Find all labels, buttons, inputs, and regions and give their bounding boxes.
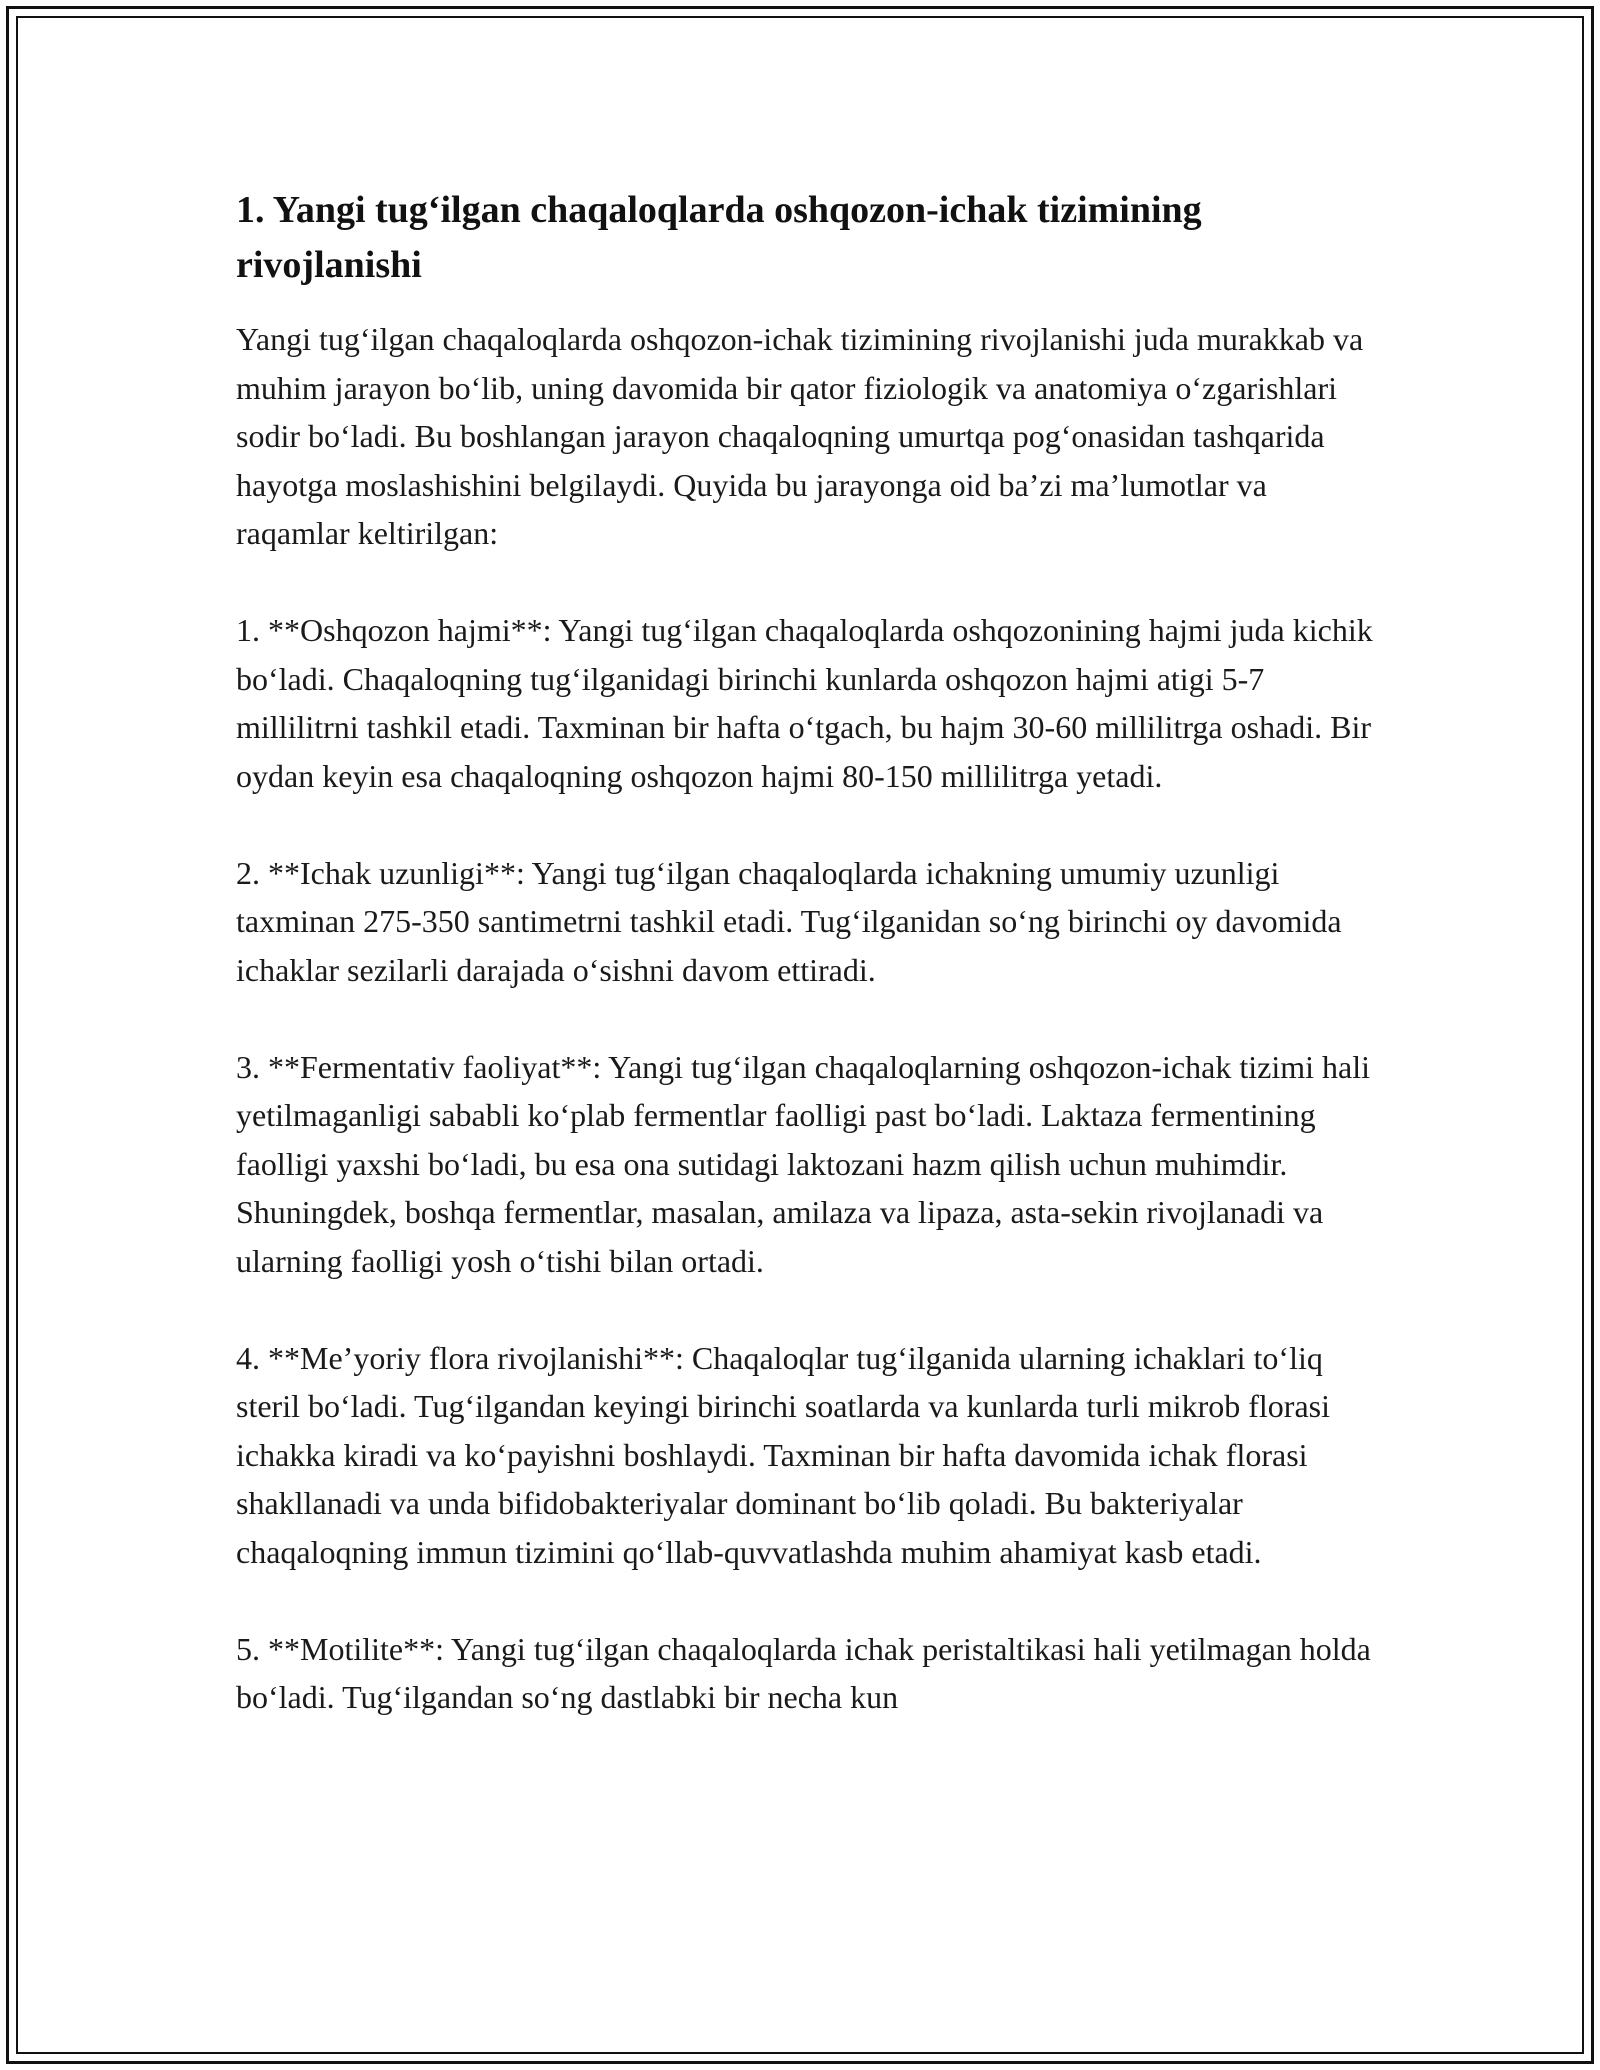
- item-enzymatic-activity: 3. **Fermentativ faoliyat**: Yangi tug‘ilgan chaqaloqlarning oshqozon-ichak tizimi hali yetilmaganligi sababli ko‘plab fermentlar faolligi past bo‘ladi. Laktaza fermentining faolligi yaxshi bo‘ladi, bu esa ona sutidagi laktozani hazm qilish uchun muhimdir. Shuningdek, boshqa fermentlar, masalan, amilaza va lipaza, asta-sekin rivojlanadi va ularning faolligi yosh o‘tishi bilan ortadi.: [236, 1048, 1370, 1279]
- document-body: [236, 183, 1376, 1722]
- item-normal-flora: 4. **Me’yoriy flora rivojlanishi**: Chaqaloqlar tug‘ilganida ularning ichaklari to‘liq steril bo‘ladi. Tug‘ilgandan keyingi birinchi soatlarda va kunlarda turli mikrob florasi ichakka kiradi va ko‘payishni boshlaydi. Taxminan bir hafta davomida ichak florasi shakllanadi va unda bifidobakteriyalar dominant bo‘lib qoladi. Bu bakteriyalar chaqaloqning immun tizimini qo‘llab-quvvatlashda muhim ahamiyat kasb etadi.: [236, 1339, 1330, 1570]
- item-stomach-volume: 1. **Oshqozon hajmi**: Yangi tug‘ilgan chaqaloqlarda oshqozonining hajmi juda kichik bo‘ladi. Chaqaloqning tug‘ilganidagi birinchi kunlarda oshqozon hajmi atigi 5-7 millilitrni tashkil etadi. Taxminan bir hafta o‘tgach, bu hajm 30-60 millilitrga oshadi. Bir oydan keyin esa chaqaloqning oshqozon hajmi 80-150 millilitrga yetadi.: [236, 612, 1373, 794]
- section-heading: 1. Yangi tug‘ilgan chaqaloqlarda oshqozon-ichak tizimining rivojlanishi: [236, 189, 1202, 286]
- item-motility: 5. **Motilite**: Yangi tug‘ilgan chaqaloqlarda ichak peristaltikasi hali yetilmagan holda bo‘ladi. Tug‘ilgandan so‘ng dastlabki bir necha kun: [236, 1630, 1371, 1715]
- intro-paragraph: Yangi tug‘ilgan chaqaloqlarda oshqozon-ichak tizimining rivojlanishi juda murakkab va muhim jarayon bo‘lib, uning davomida bir qator fiziologik va anatomiya o‘zgarishlari sodir bo‘ladi. Bu boshlangan jarayon chaqaloqning umurtqa pog‘onasidan tashqarida hayotga moslashishini belgilaydi. Quyida bu jarayonga oid ba’zi ma’lumotlar va raqamlar keltirilgan:: [236, 321, 1364, 551]
- item-intestine-length: 2. **Ichak uzunligi**: Yangi tug‘ilgan chaqaloqlarda ichakning umumiy uzunligi taxminan 275-350 santimetrni tashkil etadi. Tug‘ilganidan so‘ng birinchi oy davomida ichaklar sezilarli darajada o‘sishni davom ettiradi.: [236, 854, 1342, 988]
